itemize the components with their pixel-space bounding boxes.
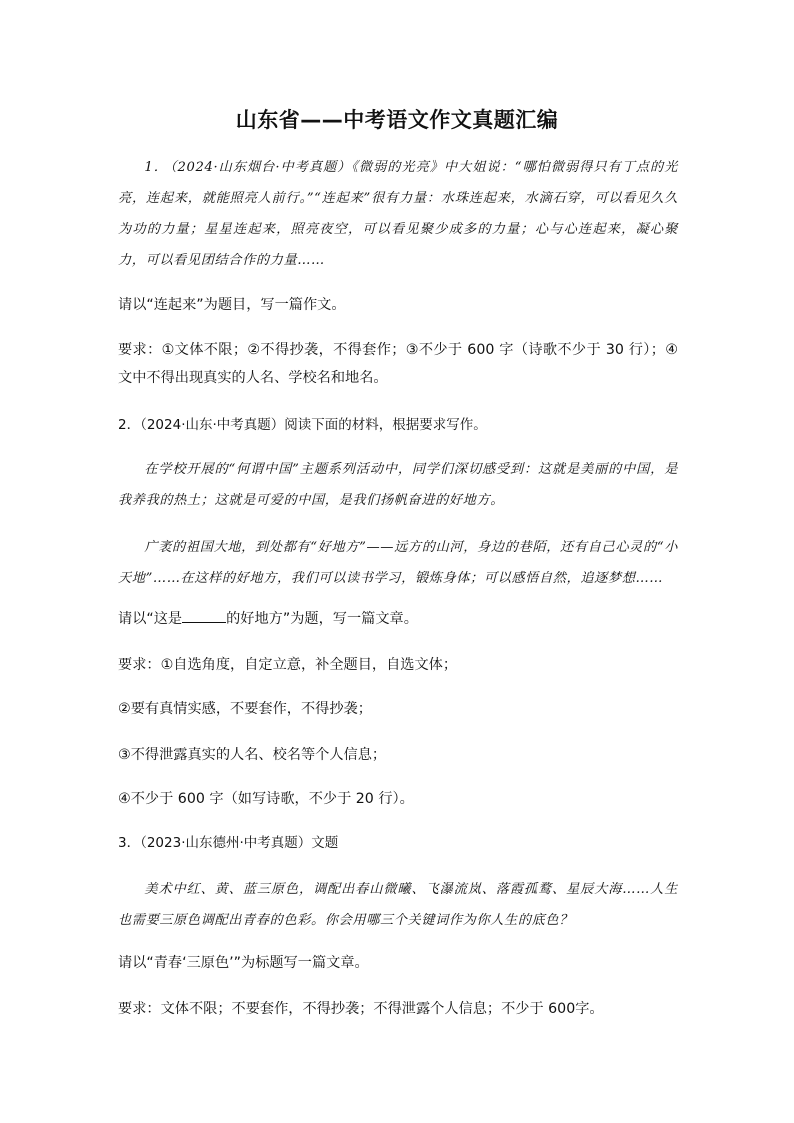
q2-number: 2． [118,417,141,433]
q3-material: 美术中红、黄、蓝三原色，调配出春山微曦、飞瀑流岚、落霞孤鹜、星辰大海……人生也需要三原色调配出青春的色彩。你会用哪三个关键词作为你人生的底色？ [118,882,678,928]
q3-requirement: 要求：文体不限；不要套作，不得抄袭；不得泄露个人信息；不少于 600字。 [118,1001,604,1017]
q1-number: 1． [144,160,168,175]
q1-source: （2024·山东烟台·中考真题） [169,160,352,175]
document-title: 山东省——中考语文作文真题汇编 [235,108,559,132]
q2-requirement-1: 要求：①自选角度，自定立意，补全题目，自选文体； [118,657,458,673]
q3-heading [118,830,678,857]
q2-task-pre: 请以“这是 [118,611,183,627]
q2-task-post: 的好地方”为题，写一篇文章。 [226,611,418,627]
q3-number: 3． [118,835,141,851]
q2-requirement-3: ③不得泄露真实的人名、校名等个人信息； [118,747,387,763]
q1-requirement: 要求：①文体不限；②不得抄袭，不得套作；③不少于 600 字（诗歌不少于 30 行）；④文中不得出现真实的人名、学校名和地名。 [118,342,678,386]
fill-in-blank [182,608,226,623]
q3-heading-text: （2023·山东德州·中考真题）文题 [140,835,339,851]
q1-material-text: 《微弱的光亮》中大姐说：“哪怕微弱得只有丁点的光亮，连起来，就能照亮人前行。”“连起来”很有力量：水珠连起来，水滴石穿，可以看见久久为功的力量；星星连起来，照亮夜空，可以看见聚少成多的力量；心与心连起来，凝心聚力，可以看见团结合作的力量…… [118,160,678,268]
q2-heading-text: （2024·山东·中考真题）阅读下面的材料，根据要求写作。 [140,417,487,433]
q2-material-para2: 广袤的祖国大地，到处都有“好地方”——远方的山河，身边的巷陌，还有自己心灵的“小天地”……在这样的好地方，我们可以读书学习，锻炼身体；可以感悟自然，追逐梦想…… [118,540,678,586]
q1-material [118,152,678,276]
q2-heading [118,412,678,439]
q2-material-para1: 在学校开展的“何谓中国”主题系列活动中，同学们深切感受到：这就是美丽的中国，是我养我的热土；这就是可爱的中国，是我们扬帆奋进的好地方。 [118,462,678,508]
q3-task: 请以“青春‘三原色’”为标题写一篇文章。 [118,955,369,971]
q1-task: 请以“连起来”为题目，写一篇作文。 [118,297,346,313]
q2-task [118,606,678,633]
q2-requirement-4: ④不少于 600 字（如写诗歌，不少于 20 行）。 [118,791,414,807]
q2-requirement-2: ②要有真情实感，不要套作，不得抄袭； [118,701,372,717]
